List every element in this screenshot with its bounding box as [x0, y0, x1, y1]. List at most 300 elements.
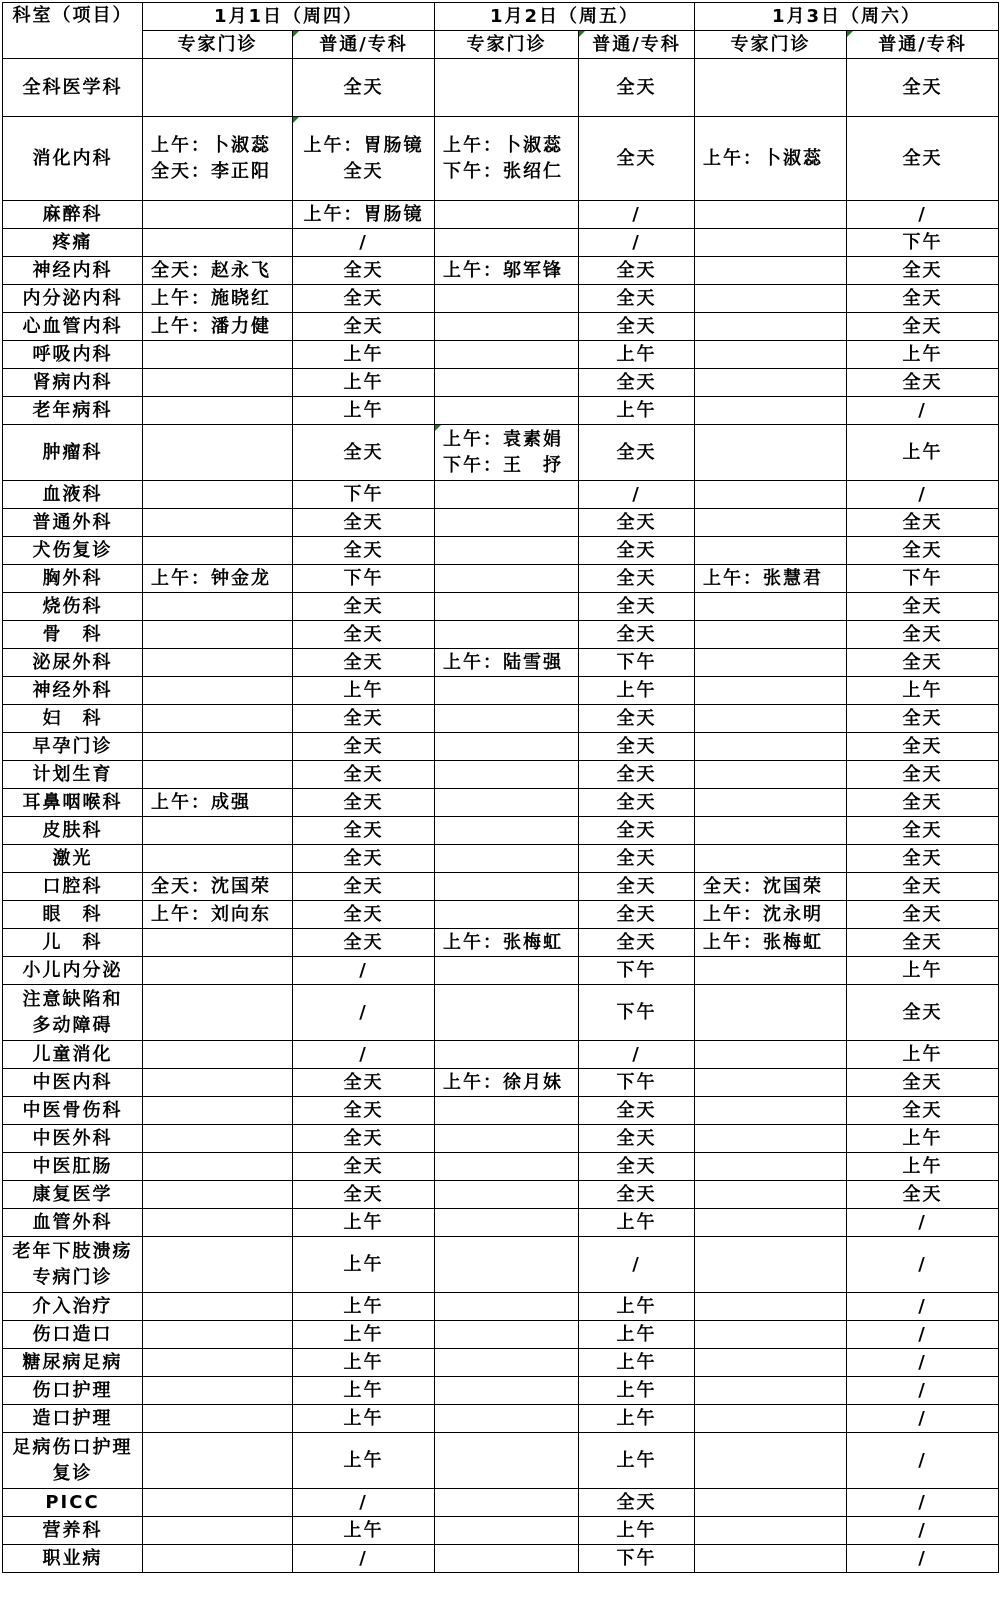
schedule-entry: 下午 — [343, 567, 384, 589]
department-name-line: PICC — [45, 1491, 100, 1513]
schedule-entry: 上午 — [343, 1379, 384, 1401]
expert-clinic-cell — [695, 677, 847, 705]
schedule-entry: 全天 — [616, 315, 657, 337]
general-clinic-cell — [293, 621, 435, 649]
expert-clinic-cell — [143, 1125, 293, 1153]
expert-clinic-cell — [435, 1125, 579, 1153]
general-clinic-cell — [579, 1377, 695, 1405]
schedule-entry: 全天 — [902, 819, 943, 841]
expert-clinic-cell — [695, 397, 847, 425]
department-name-line: 麻醉科 — [42, 203, 103, 225]
general-clinic-cell — [579, 201, 695, 229]
department-name-line: 疼痛 — [52, 231, 93, 253]
table-row — [3, 257, 999, 285]
expert-clinic-cell — [143, 369, 293, 397]
general-clinic-cell — [579, 1489, 695, 1517]
clinic-type-header: 专家门诊 — [435, 31, 579, 59]
schedule-entry: / — [632, 203, 641, 225]
header-row-days — [3, 3, 999, 31]
schedule-entry: 全天 — [616, 567, 657, 589]
schedule-entry: 上午 — [616, 1323, 657, 1345]
table-row — [3, 593, 999, 621]
schedule-entry: 上午：刘向东 — [151, 903, 271, 925]
table-row — [3, 957, 999, 985]
expert-clinic-cell — [143, 901, 293, 929]
general-clinic-cell — [579, 985, 695, 1041]
general-clinic-cell — [847, 229, 999, 257]
department-name-line: 骨 科 — [42, 623, 103, 645]
table-row — [3, 1349, 999, 1377]
general-clinic-cell — [579, 257, 695, 285]
expert-clinic-cell — [143, 817, 293, 845]
schedule-entry: / — [918, 1547, 927, 1569]
general-clinic-cell — [579, 1097, 695, 1125]
schedule-entry: 全天 — [343, 763, 384, 785]
schedule-entry: 全天 — [343, 651, 384, 673]
department-name — [3, 369, 143, 397]
general-clinic-cell — [847, 537, 999, 565]
expert-clinic-cell — [695, 593, 847, 621]
general-clinic-cell — [579, 649, 695, 677]
department-name — [3, 1209, 143, 1237]
clinic-type-header: 专家门诊 — [143, 31, 293, 59]
schedule-entry: 上午 — [902, 959, 943, 981]
expert-clinic-cell — [695, 985, 847, 1041]
department-name-line: 营养科 — [42, 1519, 103, 1541]
expert-clinic-cell — [143, 565, 293, 593]
general-clinic-cell — [293, 341, 435, 369]
department-name-line: 犬伤复诊 — [32, 539, 113, 561]
schedule-entry: 上午：钟金龙 — [151, 567, 271, 589]
schedule-entry: 全天 — [616, 1155, 657, 1177]
general-clinic-cell — [579, 1517, 695, 1545]
table-row — [3, 369, 999, 397]
outpatient-schedule-table — [2, 2, 999, 1573]
expert-clinic-cell — [695, 873, 847, 901]
general-clinic-cell — [579, 59, 695, 117]
general-clinic-cell — [579, 677, 695, 705]
general-clinic-cell — [293, 1097, 435, 1125]
expert-clinic-cell — [143, 845, 293, 873]
expert-clinic-cell — [695, 509, 847, 537]
expert-clinic-cell — [435, 1069, 579, 1097]
expert-clinic-cell — [695, 201, 847, 229]
department-name — [3, 1517, 143, 1545]
department-name — [3, 1041, 143, 1069]
schedule-entry: / — [359, 1043, 368, 1065]
general-clinic-cell — [293, 957, 435, 985]
general-clinic-cell — [293, 1349, 435, 1377]
table-row — [3, 1041, 999, 1069]
general-clinic-cell — [293, 901, 435, 929]
schedule-entry: 全天 — [902, 1071, 943, 1093]
department-name — [3, 257, 143, 285]
expert-clinic-cell — [435, 901, 579, 929]
schedule-entry: 全天 — [902, 511, 943, 533]
expert-clinic-cell — [695, 817, 847, 845]
general-clinic-cell — [293, 1517, 435, 1545]
expert-clinic-cell — [143, 621, 293, 649]
table-row — [3, 705, 999, 733]
general-clinic-cell — [293, 1321, 435, 1349]
general-clinic-cell — [847, 1517, 999, 1545]
schedule-entry: 全天 — [902, 875, 943, 897]
expert-clinic-cell — [695, 1097, 847, 1125]
general-clinic-cell — [579, 509, 695, 537]
schedule-entry: / — [918, 483, 927, 505]
schedule-entry: / — [918, 1519, 927, 1541]
department-name-line: 肾病内科 — [32, 371, 113, 393]
schedule-entry: 全天 — [902, 791, 943, 813]
department-name — [3, 201, 143, 229]
department-name-line: 职业病 — [42, 1547, 103, 1569]
expert-clinic-cell — [695, 59, 847, 117]
expert-clinic-cell — [695, 313, 847, 341]
general-clinic-cell — [579, 593, 695, 621]
general-clinic-cell — [293, 425, 435, 481]
expert-clinic-cell — [435, 817, 579, 845]
table-row — [3, 285, 999, 313]
expert-clinic-cell — [435, 1097, 579, 1125]
expert-clinic-cell — [695, 789, 847, 817]
expert-clinic-cell — [143, 117, 293, 201]
general-clinic-cell — [293, 733, 435, 761]
schedule-entry: 全天 — [616, 735, 657, 757]
schedule-entry: 全天 — [616, 287, 657, 309]
department-name — [3, 341, 143, 369]
schedule-entry: 上午：成强 — [151, 791, 251, 813]
expert-clinic-cell — [143, 1237, 293, 1293]
expert-clinic-cell — [435, 1293, 579, 1321]
general-clinic-cell — [293, 1489, 435, 1517]
general-clinic-cell — [579, 873, 695, 901]
general-clinic-cell — [293, 761, 435, 789]
schedule-entry: 全天 — [902, 287, 943, 309]
general-clinic-cell — [847, 397, 999, 425]
general-clinic-cell — [847, 593, 999, 621]
schedule-entry: 上午 — [616, 1211, 657, 1233]
schedule-entry: 全天 — [616, 875, 657, 897]
schedule-entry: 全天 — [616, 763, 657, 785]
general-clinic-cell — [293, 313, 435, 341]
expert-clinic-cell — [695, 481, 847, 509]
expert-clinic-cell — [695, 1181, 847, 1209]
expert-clinic-cell — [695, 285, 847, 313]
general-clinic-cell — [579, 341, 695, 369]
department-name-line: 老年病科 — [32, 399, 113, 421]
department-name-line: 心血管内科 — [22, 315, 123, 337]
department-name-line: 中医外科 — [32, 1127, 113, 1149]
schedule-entry: 全天 — [902, 1183, 943, 1205]
department-name-line: 造口护理 — [32, 1407, 113, 1429]
department-name-line: 足病伤口护理 — [12, 1436, 133, 1458]
general-clinic-cell — [847, 1405, 999, 1433]
general-clinic-cell — [579, 1069, 695, 1097]
schedule-entry: 下午 — [616, 651, 657, 673]
schedule-entry: 上午 — [902, 1043, 943, 1065]
schedule-entry: 全天 — [343, 315, 384, 337]
schedule-entry: 全天 — [902, 651, 943, 673]
department-name-line: 全科医学科 — [22, 76, 123, 98]
schedule-entry: 全天 — [616, 259, 657, 281]
general-clinic-cell — [847, 509, 999, 537]
schedule-entry: 全天 — [343, 1099, 384, 1121]
table-row — [3, 341, 999, 369]
expert-clinic-cell — [143, 397, 293, 425]
header-row-types — [3, 31, 999, 59]
schedule-entry: 全天 — [343, 287, 384, 309]
table-row — [3, 1097, 999, 1125]
general-clinic-cell — [847, 481, 999, 509]
department-name-line: 计划生育 — [32, 763, 113, 785]
schedule-entry: 上午 — [616, 1295, 657, 1317]
expert-clinic-cell — [435, 313, 579, 341]
general-clinic-cell — [293, 817, 435, 845]
general-clinic-cell — [293, 845, 435, 873]
general-clinic-cell — [293, 537, 435, 565]
expert-clinic-cell — [435, 621, 579, 649]
department-name-line: 糖尿病足病 — [22, 1351, 123, 1373]
expert-clinic-cell — [143, 537, 293, 565]
schedule-entry: / — [632, 1253, 641, 1275]
general-clinic-cell — [847, 1545, 999, 1573]
general-clinic-cell — [293, 201, 435, 229]
schedule-entry: 全天 — [616, 819, 657, 841]
department-name — [3, 1237, 143, 1293]
general-clinic-cell — [293, 593, 435, 621]
department-name — [3, 1125, 143, 1153]
general-clinic-cell — [293, 257, 435, 285]
schedule-entry: 下午：张绍仁 — [443, 160, 563, 182]
schedule-entry: 全天 — [616, 1099, 657, 1121]
expert-clinic-cell — [143, 313, 293, 341]
general-clinic-cell — [293, 873, 435, 901]
general-clinic-cell — [579, 1405, 695, 1433]
expert-clinic-cell — [435, 201, 579, 229]
expert-clinic-cell — [435, 565, 579, 593]
expert-clinic-cell — [435, 1181, 579, 1209]
general-clinic-cell — [847, 1321, 999, 1349]
general-clinic-cell — [579, 621, 695, 649]
general-clinic-cell — [847, 425, 999, 481]
general-clinic-cell — [847, 1489, 999, 1517]
expert-clinic-cell — [695, 1237, 847, 1293]
expert-clinic-cell — [435, 481, 579, 509]
schedule-entry: 全天 — [343, 903, 384, 925]
department-name — [3, 649, 143, 677]
table-row — [3, 537, 999, 565]
department-name — [3, 1069, 143, 1097]
schedule-entry: 上午：袁素娟 — [443, 428, 563, 450]
general-clinic-cell — [579, 929, 695, 957]
general-clinic-cell — [579, 369, 695, 397]
expert-clinic-cell — [435, 369, 579, 397]
schedule-entry: 全天 — [902, 735, 943, 757]
general-clinic-cell — [847, 1377, 999, 1405]
table-row — [3, 649, 999, 677]
department-name-line: 伤口造口 — [32, 1323, 113, 1345]
table-row — [3, 929, 999, 957]
department-name — [3, 789, 143, 817]
general-clinic-cell — [579, 1041, 695, 1069]
expert-clinic-cell — [435, 1545, 579, 1573]
general-clinic-cell — [579, 789, 695, 817]
general-clinic-cell — [579, 565, 695, 593]
general-clinic-cell — [579, 1153, 695, 1181]
table-row — [3, 1377, 999, 1405]
department-name — [3, 1545, 143, 1573]
department-name — [3, 817, 143, 845]
department-name — [3, 509, 143, 537]
expert-clinic-cell — [435, 957, 579, 985]
schedule-entry: 全天 — [343, 791, 384, 813]
schedule-entry: 上午 — [343, 371, 384, 393]
expert-clinic-cell — [695, 1377, 847, 1405]
table-row — [3, 201, 999, 229]
schedule-entry: 全天：李正阳 — [151, 160, 271, 182]
expert-clinic-cell — [435, 873, 579, 901]
department-name-line: 皮肤科 — [42, 819, 103, 841]
day-header: 1月1日（周四） — [143, 3, 435, 31]
general-clinic-cell — [579, 1293, 695, 1321]
expert-clinic-cell — [143, 1321, 293, 1349]
general-clinic-cell — [579, 285, 695, 313]
department-name — [3, 59, 143, 117]
expert-clinic-cell — [435, 705, 579, 733]
schedule-entry: 全天 — [616, 791, 657, 813]
schedule-entry: 全天 — [343, 1127, 384, 1149]
general-clinic-cell — [847, 285, 999, 313]
schedule-entry: / — [918, 1295, 927, 1317]
table-row — [3, 817, 999, 845]
table-row — [3, 1237, 999, 1293]
schedule-entry: 全天 — [616, 707, 657, 729]
schedule-entry: 全天 — [616, 76, 657, 98]
expert-clinic-cell — [143, 285, 293, 313]
schedule-entry: / — [918, 1351, 927, 1373]
expert-clinic-cell — [143, 1349, 293, 1377]
general-clinic-cell — [293, 1181, 435, 1209]
general-clinic-cell — [847, 761, 999, 789]
department-name — [3, 985, 143, 1041]
department-name-line: 肿瘤科 — [42, 441, 103, 463]
department-name — [3, 1405, 143, 1433]
table-row — [3, 1125, 999, 1153]
schedule-entry: 全天 — [902, 931, 943, 953]
general-clinic-cell — [847, 1293, 999, 1321]
expert-clinic-cell — [143, 1153, 293, 1181]
general-clinic-cell — [847, 1097, 999, 1125]
schedule-entry: / — [359, 1491, 368, 1513]
general-clinic-cell — [847, 313, 999, 341]
schedule-entry: / — [918, 399, 927, 421]
schedule-entry: 上午：胃肠镜 — [303, 203, 424, 225]
table-row — [3, 1517, 999, 1545]
schedule-entry: / — [918, 1407, 927, 1429]
general-clinic-cell — [579, 1433, 695, 1489]
schedule-entry: 上午 — [343, 399, 384, 421]
table-row — [3, 1405, 999, 1433]
table-row — [3, 1153, 999, 1181]
expert-clinic-cell — [143, 1069, 293, 1097]
expert-clinic-cell — [143, 1405, 293, 1433]
general-clinic-cell — [293, 229, 435, 257]
clinic-type-header: 普通/专科 — [293, 31, 435, 59]
general-clinic-cell — [579, 733, 695, 761]
schedule-entry: 全天 — [343, 931, 384, 953]
schedule-entry: 下午 — [343, 483, 384, 505]
schedule-entry: 下午 — [616, 1547, 657, 1569]
department-name-line: 中医骨伤科 — [22, 1099, 123, 1121]
table-row — [3, 901, 999, 929]
schedule-entry: 下午 — [616, 1001, 657, 1023]
schedule-entry: / — [918, 1379, 927, 1401]
schedule-entry: 全天 — [616, 511, 657, 533]
department-name — [3, 229, 143, 257]
general-clinic-cell — [847, 341, 999, 369]
expert-clinic-cell — [435, 397, 579, 425]
clinic-type-header: 普通/专科 — [579, 31, 695, 59]
schedule-entry: 全天 — [343, 735, 384, 757]
schedule-entry: 上午：卜淑蕊 — [151, 134, 271, 156]
table-row — [3, 313, 999, 341]
schedule-entry: 全天 — [343, 1071, 384, 1093]
department-name — [3, 117, 143, 201]
schedule-entry: 全天 — [343, 847, 384, 869]
schedule-entry: 上午：张梅虹 — [443, 931, 563, 953]
general-clinic-cell — [579, 481, 695, 509]
department-name — [3, 1153, 143, 1181]
expert-clinic-cell — [143, 733, 293, 761]
expert-clinic-cell — [143, 593, 293, 621]
schedule-entry: 全天 — [902, 623, 943, 645]
schedule-entry: 全天 — [902, 539, 943, 561]
schedule-entry: 上午：沈永明 — [703, 903, 823, 925]
schedule-entry: 全天 — [902, 595, 943, 617]
general-clinic-cell — [293, 1209, 435, 1237]
schedule-entry: / — [918, 1211, 927, 1233]
department-name-line: 烧伤科 — [42, 595, 103, 617]
department-name-line: 儿童消化 — [32, 1043, 113, 1065]
table-row — [3, 1433, 999, 1489]
schedule-entry: 上午 — [616, 679, 657, 701]
expert-clinic-cell — [143, 1545, 293, 1573]
schedule-body — [3, 3, 999, 1573]
expert-clinic-cell — [695, 257, 847, 285]
general-clinic-cell — [293, 565, 435, 593]
general-clinic-cell — [579, 705, 695, 733]
expert-clinic-cell — [435, 1349, 579, 1377]
department-name-line: 伤口护理 — [32, 1379, 113, 1401]
general-clinic-cell — [293, 59, 435, 117]
department-name — [3, 1293, 143, 1321]
schedule-entry: 全天 — [343, 595, 384, 617]
general-clinic-cell — [293, 1377, 435, 1405]
schedule-entry: 下午：王 抒 — [443, 454, 563, 476]
schedule-entry: 全天 — [616, 441, 657, 463]
table-row — [3, 1293, 999, 1321]
schedule-entry: 上午 — [616, 399, 657, 421]
expert-clinic-cell — [695, 565, 847, 593]
department-name-line: 注意缺陷和 — [22, 988, 123, 1010]
department-name — [3, 1097, 143, 1125]
expert-clinic-cell — [695, 1433, 847, 1489]
general-clinic-cell — [847, 733, 999, 761]
department-name — [3, 957, 143, 985]
schedule-entry: / — [918, 1253, 927, 1275]
expert-clinic-cell — [143, 705, 293, 733]
department-name — [3, 481, 143, 509]
